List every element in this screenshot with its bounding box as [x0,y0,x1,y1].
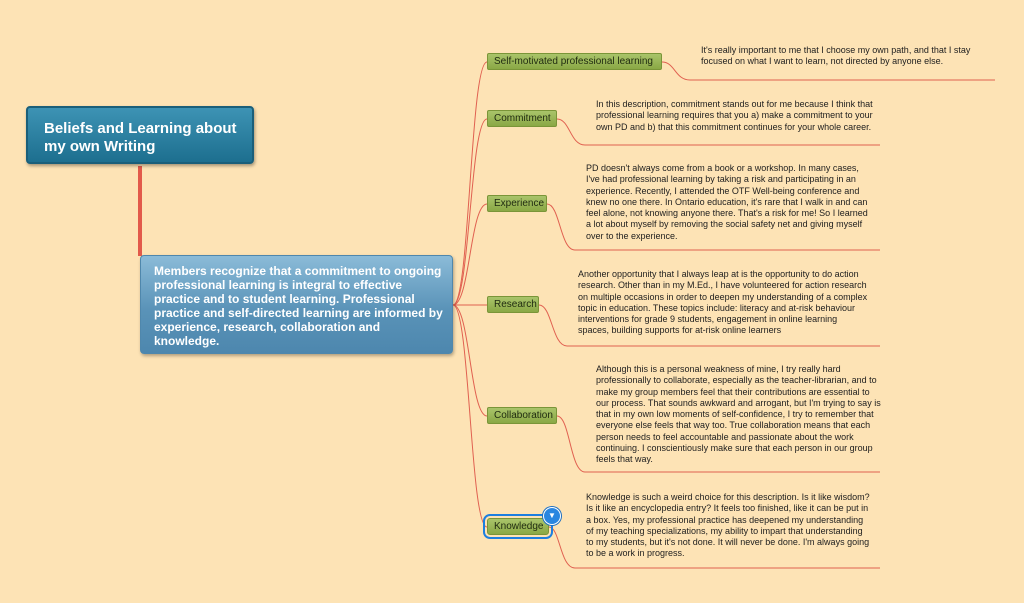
topic-collaboration[interactable]: Collaboration [487,407,557,424]
note-self-motivated-learning: It's really important to me that I choose my own path, and that I stay focused on what I want to learn, not directed by anyone else. [701,45,971,67]
topic-knowledge[interactable]: Knowledge [487,518,549,535]
note-commitment: In this description, commitment stands out for me because I think that professional learning requires that you a) make a commitment to your own PD and b) that this commitment continues for your whole career. [596,99,873,132]
collapse-toggle-icon[interactable]: ▼ [543,507,561,525]
topic-experience[interactable]: Experience [487,195,547,212]
branch-connector [453,62,487,305]
branch-connector [453,305,487,416]
note-experience: PD doesn't always come from a book or a workshop. In many cases, I've had professional learning by taking a risk and participating in an experience. Recently, I attended the OTF Well-being conference and knew no one there. In Ontario education, it's rare that I walk in and can feel alone, not knowing anyone there. That's a risk for me! So I learned a lot about myself by removing the social safety net and giving myself over to the experience. [586,163,868,241]
note-knowledge: Knowledge is such a weird choice for this description. Is it like wisdom? Is it like an encyclopedia entry? It feels too finished, like it can be put in a box. Yes, my professional practice has deepened my understanding of my teaching specializations, my ability to impart that understanding to my students, but it's not done. It will never be done. I'm always going to be a work in progress. [586,492,870,559]
central-topic-title: Beliefs and Learning about my own Writing [44,120,237,155]
main-topic[interactable] [140,255,453,354]
central-topic[interactable] [26,106,254,164]
branch-connector [453,119,487,305]
main-topic-text: Members recognize that a commitment to ongoing professional learning is integral to effective practice and to student learning. Professional practice and self-directed learning are informed by experience, research, collaboration and knowledge. [154,264,443,348]
note-research: Another opportunity that I always leap at is the opportunity to do action research. Other than in my M.Ed., I have volunteered for action research on multiple occasions in order to deepen my understanding of a complex topic in education. These topics include: literacy and at-risk behaviour interventions for grade 9 students, engagement in online learning spaces, building supports for at-risk online learners [578,269,868,336]
topic-commitment[interactable]: Commitment [487,110,557,127]
branch-connector [453,204,487,305]
topic-self-motivated-learning[interactable]: Self-motivated professional learning [487,53,662,70]
topic-research[interactable]: Research [487,296,539,313]
note-collaboration: Although this is a personal weakness of mine, I try really hard professionally to collaborate, especially as the teacher-librarian, and to make my group members feel that their contributions are essential to our process. That sounds awkward and arrogant, but I'm trying to say is that in my own low moments of self-confidence, I try to remember that everyone else feels that way too. True collaboration means that each person needs to feel accountable and passionate about the work continuing. I conscientiously make sure that each person in our group feels that way. [596,364,881,465]
branch-connector [453,305,487,527]
